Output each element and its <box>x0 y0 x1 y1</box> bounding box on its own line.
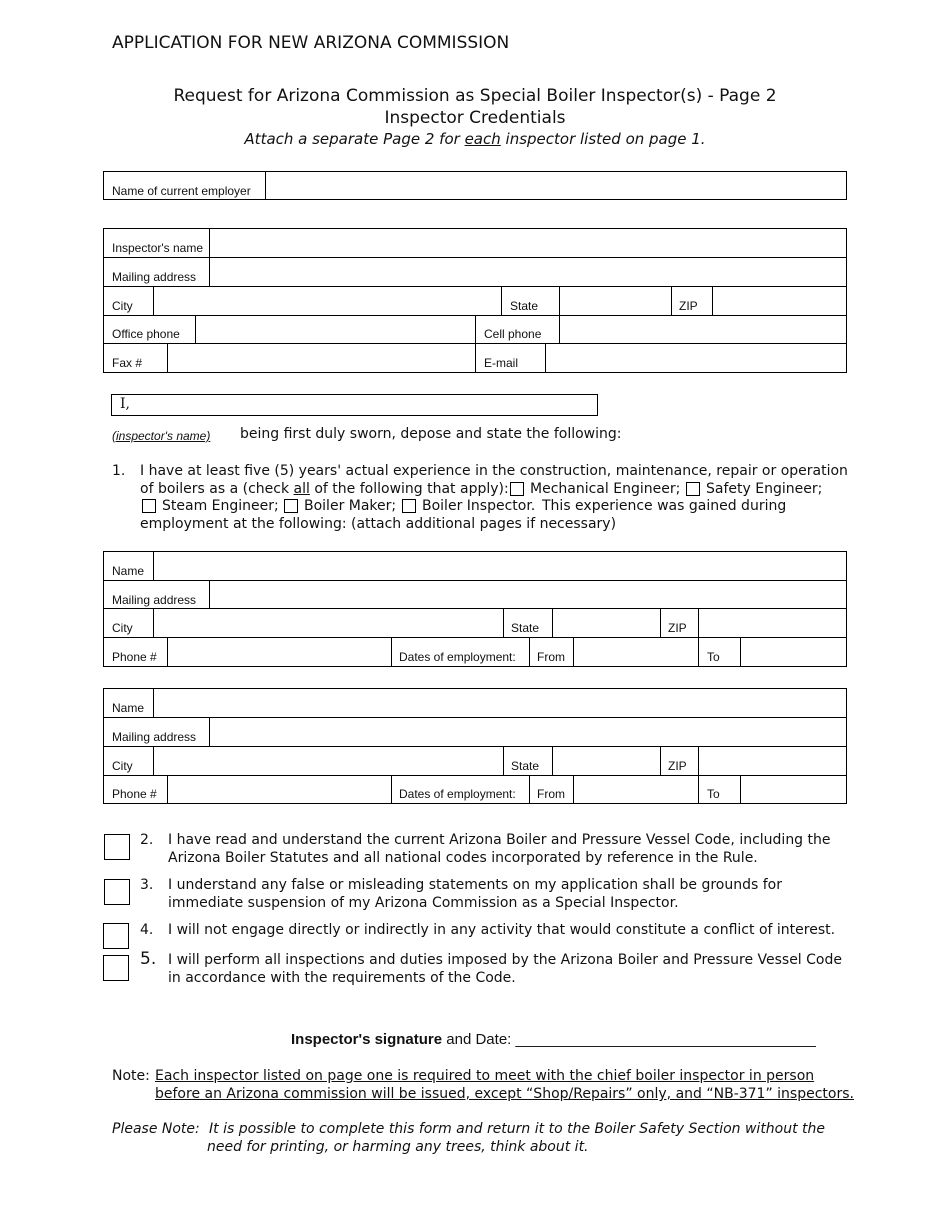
oath-caption: (inspector's name) <box>112 429 211 443</box>
attach-instruction-emph: each <box>464 130 501 148</box>
employer-1-to-label: To <box>707 650 720 664</box>
fax-label: Fax # <box>112 356 143 370</box>
inspector-zip-label: ZIP <box>679 299 698 313</box>
item-1-line4: employment at the following: (attach additional pages if necessary) <box>140 516 617 532</box>
email-field[interactable] <box>548 346 844 370</box>
attach-instruction <box>0 130 950 148</box>
attach-instruction-pre: Attach a separate Page 2 for <box>244 130 465 148</box>
employer-2-from-field[interactable] <box>576 778 695 802</box>
cell-phone-field[interactable] <box>562 318 844 342</box>
employer-2-name-label: Name <box>112 701 145 715</box>
item-3-number: 3. <box>140 877 154 893</box>
page-subtitle: Inspector Credentials <box>384 108 566 128</box>
item-5-checkbox[interactable] <box>103 955 129 981</box>
signature-label-bold: Inspector's signature <box>291 1031 443 1048</box>
employer-field[interactable] <box>268 174 844 198</box>
inspector-state-label: State <box>510 299 539 313</box>
employer-2-phone-field[interactable] <box>170 778 388 802</box>
inspector-city-field[interactable] <box>156 289 498 313</box>
item-2-line1: I have read and understand the current Arizona Boiler and Pressure Vessel Code, including the <box>168 832 831 848</box>
oath-prefix: I, <box>120 396 130 412</box>
please-note-line1: It is possible to complete this form and return it to the Boiler Safety Section without the <box>209 1121 826 1137</box>
employer-2-to-field[interactable] <box>743 778 844 802</box>
boiler-inspector-label: Boiler Inspector. <box>422 498 536 514</box>
employer-1-mailing-label: Mailing address <box>112 593 197 607</box>
item-3-line2: immediate suspension of my Arizona Commission as a Special Inspector. <box>168 895 679 911</box>
employer-1-zip-field[interactable] <box>701 611 844 635</box>
attach-instruction-post: inspector listed on page 1. <box>500 130 706 148</box>
item-1-line1: I have at least five (5) years' actual experience in the construction, maintenance, repair or operation <box>140 463 848 479</box>
item-3-checkbox[interactable] <box>104 879 130 905</box>
employer-2-mailing-field[interactable] <box>212 720 844 744</box>
inspector-name-label: Inspector's name <box>112 241 204 255</box>
item-2-number: 2. <box>140 832 154 848</box>
inspector-state-field[interactable] <box>562 289 668 313</box>
employer-2-dates-label: Dates of employment: <box>399 787 516 801</box>
employer-1-city-field[interactable] <box>156 611 500 635</box>
item-3-line1: I understand any false or misleading statements on my application shall be grounds for <box>168 877 782 893</box>
safety-engineer-label: Safety Engineer; <box>706 481 823 497</box>
item-1-line2-pre: of boilers as a (check <box>140 481 294 497</box>
employer-1-phone-label: Phone # <box>112 650 157 664</box>
employer-2-from-label: From <box>537 787 565 801</box>
inspector-name-oath-field[interactable] <box>111 394 598 416</box>
office-phone-label: Office phone <box>112 327 180 341</box>
item-1-line2-emph: all <box>293 481 310 497</box>
inspector-city-label: City <box>112 299 133 313</box>
employer-2-phone-label: Phone # <box>112 787 157 801</box>
application-title: APPLICATION FOR NEW ARIZONA COMMISSION <box>112 33 510 53</box>
item-4-checkbox[interactable] <box>103 923 129 949</box>
steam-engineer-checkbox[interactable] <box>142 499 156 513</box>
safety-engineer-checkbox[interactable] <box>686 482 700 496</box>
employer-1-name-field[interactable] <box>156 554 844 578</box>
item-5-line2: in accordance with the requirements of the Code. <box>168 970 516 986</box>
please-note-line2: need for printing, or harming any trees, think about it. <box>207 1139 589 1155</box>
employer-2-zip-label: ZIP <box>668 759 687 773</box>
employer-1-from-label: From <box>537 650 565 664</box>
boiler-maker-label: Boiler Maker; <box>304 498 397 514</box>
signature-label <box>291 1031 816 1048</box>
employer-1-name-label: Name <box>112 564 145 578</box>
item-1-line2-post: of the following that apply): <box>309 481 509 497</box>
boiler-maker-checkbox[interactable] <box>284 499 298 513</box>
note-line2: before an Arizona commission will be issued, except “Shop/Repairs” only, and “NB-371” inspectors. <box>155 1086 854 1102</box>
signature-line[interactable]: ____________________________________ <box>515 1031 816 1048</box>
steam-engineer-label: Steam Engineer; <box>162 498 279 514</box>
employer-1-city-label: City <box>112 621 133 635</box>
item-4-line1: I will not engage directly or indirectly in any activity that would constitute a conflict of interest. <box>168 922 836 938</box>
mechanical-engineer-label: Mechanical Engineer; <box>530 481 681 497</box>
mechanical-engineer-checkbox[interactable] <box>510 482 524 496</box>
item-5-number: 5. <box>140 949 157 969</box>
fax-field[interactable] <box>170 346 472 370</box>
employer-label: Name of current employer <box>112 184 251 198</box>
item-1-line3-post: This experience was gained during <box>542 498 787 514</box>
note-line1: Each inspector listed on page one is required to meet with the chief boiler inspector in person <box>155 1068 815 1084</box>
office-phone-field[interactable] <box>198 318 472 342</box>
signature-label-rest: and Date: <box>442 1031 516 1048</box>
item-4-number: 4. <box>140 922 154 938</box>
item-5-line1: I will perform all inspections and duties imposed by the Arizona Boiler and Pressure Vessel Code <box>168 952 842 968</box>
item-2-checkbox[interactable] <box>104 834 130 860</box>
employer-2-state-field[interactable] <box>555 749 657 773</box>
boiler-inspector-checkbox[interactable] <box>402 499 416 513</box>
employer-2-state-label: State <box>511 759 540 773</box>
employer-2-to-label: To <box>707 787 720 801</box>
employer-2-mailing-label: Mailing address <box>112 730 197 744</box>
inspector-mailing-label: Mailing address <box>112 270 197 284</box>
cell-phone-label: Cell phone <box>484 327 542 341</box>
item-1-line2 <box>140 480 509 498</box>
employer-1-state-label: State <box>511 621 540 635</box>
employer-2-city-label: City <box>112 759 133 773</box>
item-2-line2: Arizona Boiler Statutes and all national codes incorporated by reference in the Rule. <box>168 850 758 866</box>
employer-1-from-field[interactable] <box>576 640 695 664</box>
employer-1-phone-field[interactable] <box>170 640 388 664</box>
oath-statement: being first duly sworn, depose and state the following: <box>240 426 622 442</box>
email-label: E-mail <box>484 356 519 370</box>
employer-2-name-field[interactable] <box>156 691 844 715</box>
employer-2-zip-field[interactable] <box>701 749 844 773</box>
employer-1-mailing-field[interactable] <box>212 583 844 607</box>
inspector-mailing-field[interactable] <box>212 260 844 284</box>
item-1-number: 1. <box>112 463 126 479</box>
please-note-label: Please Note: <box>112 1121 200 1137</box>
employer-2-city-field[interactable] <box>156 749 500 773</box>
inspector-zip-field[interactable] <box>715 289 844 313</box>
page-title: Request for Arizona Commission as Special Boiler Inspector(s) - Page 2 <box>173 86 777 106</box>
employer-1-state-field[interactable] <box>555 611 657 635</box>
employer-1-to-field[interactable] <box>743 640 844 664</box>
inspector-name-field[interactable] <box>212 231 844 255</box>
employer-1-zip-label: ZIP <box>668 621 687 635</box>
note-label: Note: <box>112 1068 150 1084</box>
employer-1-dates-label: Dates of employment: <box>399 650 516 664</box>
